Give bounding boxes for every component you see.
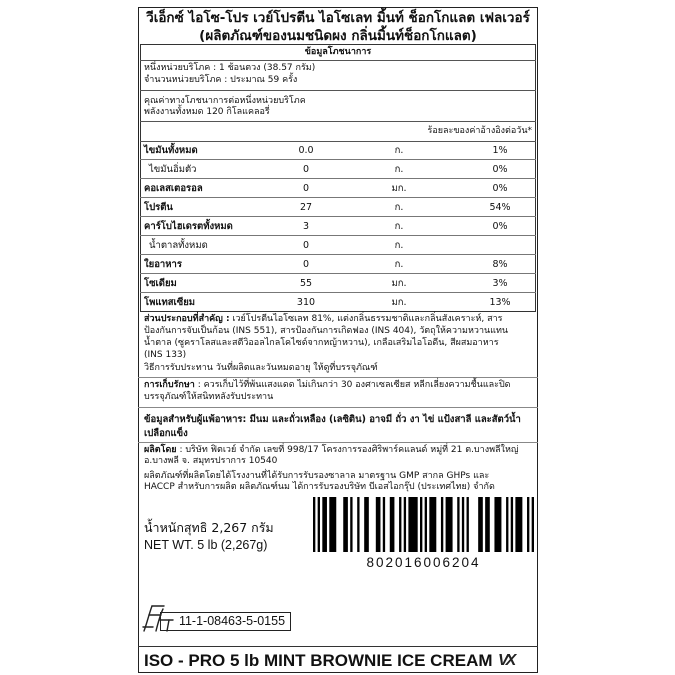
nutrient-name: คอเลสเตอรอล xyxy=(144,183,203,194)
nutrient-daily-value: 13% xyxy=(489,297,511,308)
nutrient-name: โซเดียม xyxy=(144,278,177,289)
storage-line: บรรจุภัณฑ์ให้สนิทหลังรับประทาน xyxy=(144,392,274,402)
nutrient-row-sodium xyxy=(140,274,536,293)
storage-text: : ควรเก็บไว้ที่พ้นแสงแดด ไม่เกินกว่า 30 องศาเซลเซียส หลีกเลี่ยงความชื้นและปิด xyxy=(194,380,511,390)
nutrient-unit: มก. xyxy=(391,297,407,308)
divider xyxy=(140,121,536,122)
nutrient-name: ไขมันอิ่มตัว xyxy=(149,164,197,175)
nutrient-row-protein xyxy=(140,198,536,217)
fda-registration-number: 11-1-08463-5-0155 xyxy=(178,614,286,628)
barcode-bar xyxy=(527,497,529,552)
thai-fda-logo-icon xyxy=(141,603,175,633)
nutrition-header: ข้อมูลโภชนาการ xyxy=(304,47,372,57)
nutrient-unit: ก. xyxy=(394,240,404,251)
nutrient-unit: มก. xyxy=(391,278,407,289)
nutrient-unit: ก. xyxy=(394,145,404,156)
product-name-english: ISO - PRO 5 lb MINT BROWNIE ICE CREAM xyxy=(144,651,493,670)
nutrient-row-total-fat xyxy=(140,141,536,160)
nutrient-amount: 0 xyxy=(302,259,310,270)
nutrient-name: โพแทสเซียม xyxy=(144,297,196,308)
net-weight-thai: น้ำหนักสุทธิ 2,267 กรัม xyxy=(144,520,274,535)
barcode-bar xyxy=(532,497,534,552)
nutrient-row-saturated-fat xyxy=(140,160,536,179)
barcode-bar xyxy=(343,497,348,552)
ingredients-line: (INS 133) xyxy=(144,350,187,360)
energy-total: พลังงานทั้งหมด 120 กิโลแคลอรี่ xyxy=(144,107,270,117)
nutrient-amount: 0.0 xyxy=(298,145,314,156)
divider xyxy=(138,442,538,443)
barcode-bar xyxy=(429,497,436,552)
serving-size: หนึ่งหน่วยบริโภค : 1 ช้อนตวง (38.57 กรัม) xyxy=(144,63,316,73)
servings-per-container: จำนวนหน่วยบริโภค : ประมาณ 59 ครั้ง xyxy=(144,75,298,85)
nutrient-amount: 310 xyxy=(296,297,316,308)
nutrient-name: ใยอาหาร xyxy=(144,259,182,270)
nutrient-amount: 55 xyxy=(299,278,313,289)
barcode-bar xyxy=(318,497,320,552)
nutrient-daily-value: 0% xyxy=(492,221,508,232)
barcode-bar xyxy=(485,497,490,552)
storage-line xyxy=(144,379,511,391)
barcode-bar xyxy=(494,497,501,552)
allergen-line: ข้อมูลสำหรับผู้แพ้อาหาร: มีนม และถั่วเหลือง (เลซิติน) อาจมี ถั่ว งา ไข่ แป้งสาลี และสัตว์น้ำ xyxy=(144,414,521,425)
barcode-bar xyxy=(322,497,327,552)
divider xyxy=(140,60,536,61)
nutrient-unit: ก. xyxy=(394,164,404,175)
divider xyxy=(138,407,538,408)
barcode-bar xyxy=(467,497,469,552)
per-serving-label: คุณค่าทางโภชนาการต่อหนึ่งหน่วยบริโภค xyxy=(144,96,306,106)
product-title-thai: วีเอ็กซ์ ไอโซ-โปร เวย์โปรตีน ไอโซเลท มิ้นท์ ช็อกโกแลต เฟลเวอร์ xyxy=(146,10,530,26)
nutrient-amount: 3 xyxy=(302,221,310,232)
vx-logo-icon: VX xyxy=(498,652,514,669)
barcode-bar xyxy=(399,497,401,552)
nutrient-daily-value: 0% xyxy=(492,183,508,194)
ingredients-line xyxy=(144,313,502,325)
nutrient-amount: 0 xyxy=(302,183,310,194)
nutrient-unit: ก. xyxy=(394,259,404,270)
storage-label: การเก็บรักษา xyxy=(144,380,195,390)
barcode-bar xyxy=(350,497,352,552)
nutrient-name: ไขมันทั้งหมด xyxy=(144,145,198,156)
barcode-bar xyxy=(329,497,336,552)
barcode-bar xyxy=(446,497,453,552)
nutrient-daily-value: 54% xyxy=(489,202,511,213)
product-subtitle-thai: (ผลิตภัณฑ์ของนมชนิดผง กลิ่นมิ้นท์ช็อกโกแลต) xyxy=(199,28,477,44)
net-weight-english: NET WT. 5 lb (2,267g) xyxy=(144,538,268,552)
barcode-bar xyxy=(441,497,443,552)
nutrient-row-dietary-fiber xyxy=(140,255,536,274)
barcode-bar xyxy=(478,497,483,552)
nutrient-unit: มก. xyxy=(391,183,407,194)
barcode-bar xyxy=(457,497,459,552)
nutrient-name: โปรตีน xyxy=(144,202,173,213)
nutrient-unit: ก. xyxy=(394,202,404,213)
divider xyxy=(138,646,538,647)
nutrient-amount: 27 xyxy=(299,202,313,213)
manufacturer-label: ผลิตโดย xyxy=(144,445,177,455)
barcode-bar xyxy=(357,497,359,552)
barcode-bar xyxy=(383,497,385,552)
nutrient-daily-value: 3% xyxy=(492,278,508,289)
nutrient-row-cholesterol xyxy=(140,179,536,198)
nutrient-amount: 0 xyxy=(302,240,310,251)
directions-text: วิธีการรับประทาน วันที่ผลิตและวันหมดอายุ ให้ดูที่บรรจุภัณฑ์ xyxy=(144,363,378,373)
barcode-bar xyxy=(515,497,522,552)
ingredients-line: ป้องกันการจับเป็นก้อน (INS 551), สารป้องกันการเกิดฟอง (INS 404), วัตถุให้ความหวานแทน xyxy=(144,326,509,336)
nutrient-row-potassium xyxy=(140,293,536,312)
nutrient-daily-value: 0% xyxy=(492,164,508,175)
nutrient-unit: ก. xyxy=(394,221,404,232)
barcode-bar xyxy=(313,497,315,552)
nutrient-row-sugars xyxy=(140,236,536,255)
barcode-bar xyxy=(425,497,427,552)
nutrient-daily-value: 1% xyxy=(492,145,508,156)
barcode xyxy=(313,497,534,552)
barcode-bar xyxy=(420,497,422,552)
nutrient-row-carbohydrate xyxy=(140,217,536,236)
barcode-bar xyxy=(462,497,464,552)
barcode-bar xyxy=(408,497,417,552)
daily-value-header: ร้อยละของค่าอ้างอิงต่อวัน* xyxy=(427,126,532,136)
divider xyxy=(138,377,538,378)
nutrient-daily-value: 8% xyxy=(492,259,508,270)
barcode-bar xyxy=(404,497,406,552)
barcode-bar xyxy=(511,497,513,552)
manufacturer-text: : บริษัท ฟิตเวย์ จำกัด เลขที่ 998/17 โครงการรองศิริพาร์คแลนด์ หมู่ที่ 21 ต.บางพลีใหญ่ xyxy=(176,445,519,455)
nutrient-name: คาร์โบไฮเดรตทั้งหมด xyxy=(144,221,233,232)
ingredients-text: เวย์โปรตีนไอโซเลท 81%, แต่งกลิ่นธรรมชาติและกลิ่นสังเคราะห์, สาร xyxy=(229,314,503,324)
certification-line: ผลิตภัณฑ์ที่ผลิตโดยได้โรงงานที่ได้รับการรับรองซาลาล มาตรฐาน GMP สากล GHPs และ xyxy=(144,471,490,481)
divider xyxy=(140,90,536,91)
ingredients-label: ส่วนประกอบที่สำคัญ : xyxy=(144,314,230,324)
barcode-bar xyxy=(506,497,508,552)
nutrient-name: น้ำตาลทั้งหมด xyxy=(149,240,208,251)
nutrient-amount: 0 xyxy=(302,164,310,175)
barcode-bar xyxy=(390,497,395,552)
barcode-bar xyxy=(364,497,369,552)
barcode-bar xyxy=(376,497,381,552)
certification-line: HACCP สำหรับการผลิต ผลิตภัณฑ์นม ได้การรับรองบริษัท บีเอสไอกรุ๊ป (ประเทศไทย) จำกัด xyxy=(144,482,495,492)
manufacturer-line: อ.บางพลี จ. สมุทรปราการ 10540 xyxy=(144,456,278,466)
barcode-number: 802016006204 xyxy=(366,555,481,570)
ingredients-line: น้ำตาล (ซูคราโลสและสตีวิออลไกลโคไซด์จากหญ้าหวาน), เกลือเสริมไอโอดีน, สีผสมอาหาร xyxy=(144,338,499,348)
manufacturer-line xyxy=(144,445,519,456)
allergen-line: เปลือกแข็ง xyxy=(144,428,188,439)
